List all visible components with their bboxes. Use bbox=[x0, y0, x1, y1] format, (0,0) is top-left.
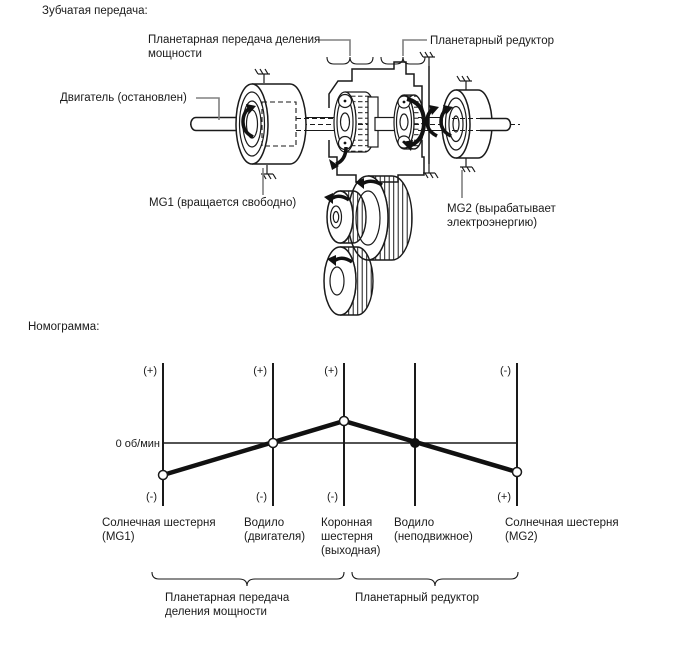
point-fixed-carrier bbox=[410, 438, 420, 448]
power-split-label-line2: мощности bbox=[148, 48, 202, 60]
mg2-label-line2: электроэнергию) bbox=[447, 217, 538, 229]
nomogram-axes bbox=[163, 363, 517, 506]
sign-bottom-1: (-) bbox=[146, 491, 157, 503]
axis-name-fixed-carrier-line2: (неподвижное) bbox=[394, 531, 473, 543]
mg1-label: MG1 (вращается свободно) bbox=[149, 197, 297, 209]
point-engine-carrier bbox=[269, 439, 278, 448]
axis-name-ring-output-line3: (выходная) bbox=[321, 545, 381, 557]
gear-train-diagram bbox=[42, 5, 557, 315]
ground-symbol bbox=[420, 52, 435, 66]
group-label-power-split: Планетарная передача bbox=[165, 592, 290, 604]
sign-top-2: (+) bbox=[253, 365, 267, 377]
axis-name-fixed-carrier: Водило bbox=[394, 517, 435, 529]
axis-name-ring-output-line2: шестерня bbox=[321, 531, 373, 543]
ground-symbol bbox=[423, 164, 438, 178]
sign-bottom-5: (+) bbox=[497, 491, 511, 503]
sign-top-5: (-) bbox=[500, 365, 511, 377]
power-split-label: Планетарная передача деления bbox=[148, 34, 321, 46]
engine-label: Двигатель (остановлен) bbox=[60, 92, 187, 104]
reducer-label: Планетарный редуктор bbox=[430, 35, 554, 47]
mg2-motor-generator bbox=[441, 76, 511, 172]
ground-symbol bbox=[457, 76, 472, 90]
speed-line bbox=[163, 421, 517, 475]
group-braces bbox=[152, 572, 518, 586]
carrier-and-sun-shaft bbox=[368, 97, 397, 147]
counter-gears bbox=[324, 176, 412, 315]
speed-points bbox=[159, 417, 522, 480]
axis-name-engine-carrier-line2: (двигателя) bbox=[244, 531, 306, 543]
zero-rpm-label: 0 об/мин bbox=[115, 438, 160, 450]
ground-symbol bbox=[460, 158, 475, 172]
group-label-reducer: Планетарный редуктор bbox=[355, 592, 479, 604]
axis-name-mg2-sun-line2: (MG2) bbox=[505, 531, 538, 543]
callout-braces bbox=[327, 57, 425, 64]
point-mg1-sun bbox=[159, 471, 168, 480]
axis-name-mg1-sun-line2: (MG1) bbox=[102, 531, 135, 543]
gear-section-title: Зубчатая передача: bbox=[42, 5, 148, 17]
nomogram-chart bbox=[28, 321, 619, 618]
axis-name-engine-carrier: Водило bbox=[244, 517, 285, 529]
sign-bottom-2: (-) bbox=[256, 491, 267, 503]
ground-symbol bbox=[255, 69, 270, 83]
group-label-power-split-line2: деления мощности bbox=[165, 606, 267, 618]
axis-signs bbox=[143, 365, 511, 503]
counter-drive-gear bbox=[324, 191, 366, 243]
sign-bottom-3: (-) bbox=[327, 491, 338, 503]
axis-name-mg1-sun: Солнечная шестерня bbox=[102, 517, 216, 529]
sign-top-1: (+) bbox=[143, 365, 157, 377]
axis-name-mg2-sun: Солнечная шестерня bbox=[505, 517, 619, 529]
point-ring-output bbox=[340, 417, 349, 426]
sign-top-3: (+) bbox=[324, 365, 338, 377]
reduction-planetary bbox=[394, 95, 424, 151]
axis-names bbox=[102, 517, 619, 557]
final-drive-gear bbox=[324, 247, 373, 315]
axis-name-ring-output: Коронная bbox=[321, 517, 373, 529]
point-mg2-sun bbox=[513, 468, 522, 477]
mg2-label: MG2 (вырабатывает bbox=[447, 203, 556, 215]
nomogram-section-title: Номограмма: bbox=[28, 321, 100, 333]
